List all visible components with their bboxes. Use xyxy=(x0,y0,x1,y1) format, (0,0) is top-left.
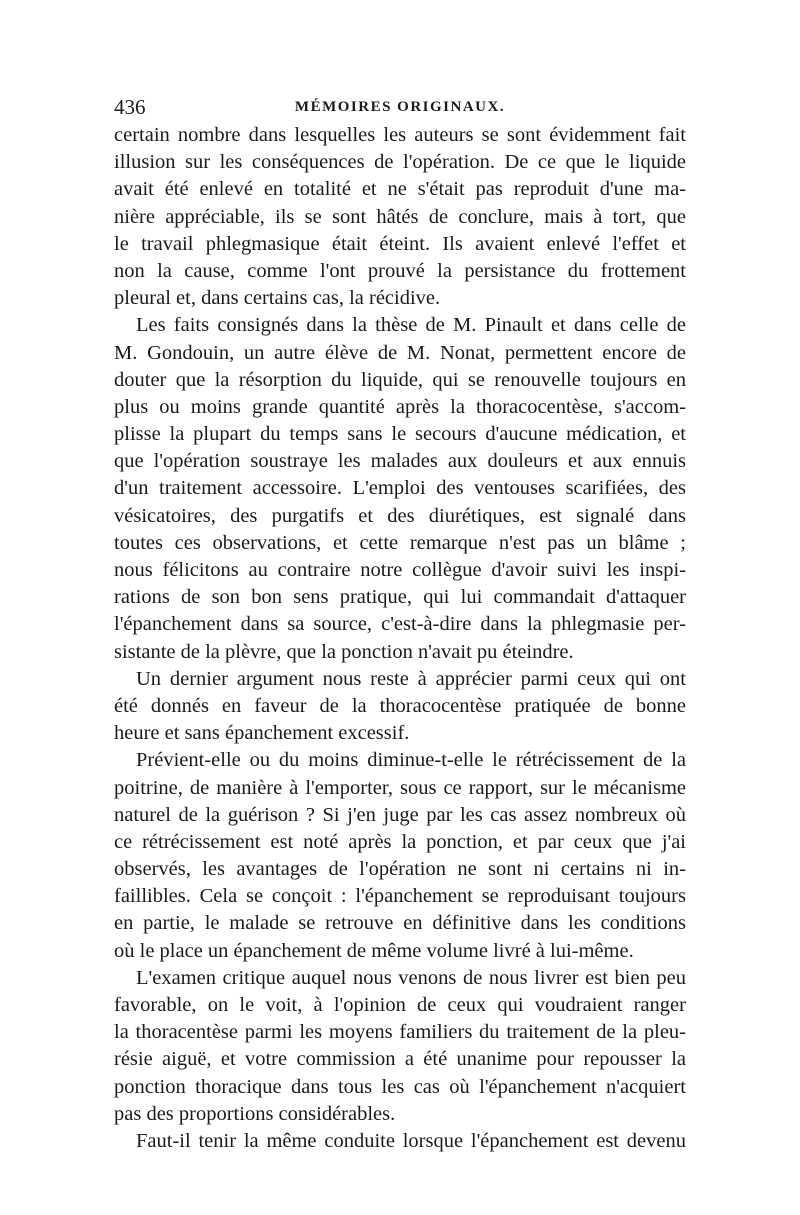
text-line: ce rétrécissement est noté après la ponction, et par ceux que j'ai xyxy=(114,830,686,853)
text-line: vésicatoires, des purgatifs et des diurétiques, est signalé dans xyxy=(114,504,686,527)
text-line: le travail phlegmasique était éteint. Ils avaient enlevé l'effet et xyxy=(114,232,686,255)
running-title: MÉMOIRES ORIGINAUX. xyxy=(294,99,506,115)
text-line: heure et sans épanchement excessif. xyxy=(114,722,410,745)
text-line: nous félicitons au contraire notre collègue d'avoir suivi les inspi- xyxy=(114,559,686,581)
text-line: que l'opération soustraye les malades aux douleurs et aux ennuis xyxy=(114,450,686,473)
text-line: douter que la résorption du liquide, qui se renouvelle toujours en xyxy=(114,368,686,391)
text-line: faillibles. Cela se conçoit : l'épanchement se reproduisant toujours xyxy=(114,885,686,908)
text-line: plisse la plupart du temps sans le secours d'aucune médication, et xyxy=(114,423,686,446)
text-line: ponction thoracique dans tous les cas où l'épanchement n'acquiert xyxy=(114,1075,686,1098)
text-line: pas des proportions considérables. xyxy=(114,1102,396,1125)
text-line: avait été enlevé en totalité et ne s'était pas reproduit d'une ma- xyxy=(114,178,686,201)
text-line: certain nombre dans lesquelles les auteurs se sont évidemment fait xyxy=(114,124,686,146)
text-line: M. Gondouin, un autre élève de M. Nonat, permettent encore de xyxy=(114,341,686,364)
text-line: été donnés en faveur de la thoracocentèse pratiquée de bonne xyxy=(114,694,686,717)
text-line: sistante de la plèvre, que la ponction n'avait pu éteindre. xyxy=(114,640,574,663)
text-line: nière appréciable, ils se sont hâtés de conclure, mais à tort, que xyxy=(114,205,686,228)
text-line: l'épanchement dans sa source, c'est-à-dire dans la phlegmasie per- xyxy=(114,613,686,636)
text-line: où le place un épanchement de même volume livré à lui-même. xyxy=(114,939,634,962)
text-line: la thoracentèse parmi les moyens familiers du traitement de la pleu- xyxy=(114,1021,686,1044)
text-line: Les faits consignés dans la thèse de M. Pinault et dans celle de xyxy=(136,314,686,337)
text-line: plus ou moins grande quantité après la thoracocentèse, s'accom- xyxy=(114,395,686,418)
text-line: Prévient-elle ou du moins diminue-t-elle le rétrécissement de la xyxy=(136,749,686,772)
text-line: favorable, on le voit, à l'opinion de ceux qui voudraient ranger xyxy=(114,994,686,1016)
text-line: non la cause, comme l'ont prouvé la persistance du frottement xyxy=(114,259,686,282)
running-head xyxy=(114,92,686,122)
text-line: observés, les avantages de l'opération ne sont ni certains ni in- xyxy=(114,858,686,881)
text-line: d'un traitement accessoire. L'emploi des ventouses scarifiées, des xyxy=(114,477,686,500)
text-line: en partie, le malade se retrouve en définitive dans les conditions xyxy=(114,912,686,935)
text-line: toutes ces observations, et cette remarque n'est pas un blâme ; xyxy=(114,531,686,554)
text-line: résie aiguë, et votre commission a été unanime pour repousser la xyxy=(114,1048,686,1071)
text-line: L'examen critique auquel nous venons de nous livrer est bien peu xyxy=(136,966,686,989)
text-line: rations de son bon sens pratique, qui lui commandait d'attaquer xyxy=(114,586,686,609)
book-page xyxy=(114,92,686,1155)
page-number: 436 xyxy=(114,95,146,119)
text-line: Faut-il tenir la même conduite lorsque l'épanchement est devenu xyxy=(136,1129,686,1152)
body-text xyxy=(114,122,686,1155)
text-line: poitrine, de manière à l'emporter, sous ce rapport, sur le mécanisme xyxy=(114,776,686,799)
text-line: illusion sur les conséquences de l'opération. De ce que le liquide xyxy=(114,151,686,174)
text-line: Un dernier argument nous reste à apprécier parmi ceux qui ont xyxy=(136,667,686,690)
text-line: pleural et, dans certains cas, la récidive. xyxy=(114,287,441,310)
text-line: naturel de la guérison ? Si j'en juge par les cas assez nombreux où xyxy=(114,803,686,826)
